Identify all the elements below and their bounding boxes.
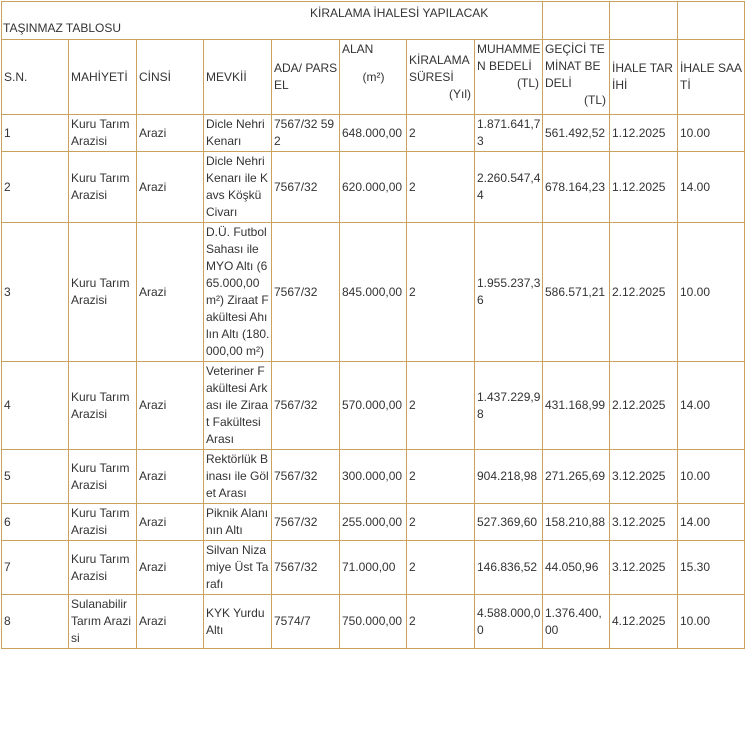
cell-ada: 7567/32: [272, 152, 340, 223]
cell-sure: 2: [407, 362, 475, 450]
cell-teminat: 586.571,21: [543, 223, 610, 362]
cell-alan: 71.000,00: [340, 541, 407, 595]
cell-teminat: 1.376.400,00: [543, 595, 610, 649]
cell-cinsi: Arazi: [137, 504, 204, 541]
cell-cinsi: Arazi: [137, 541, 204, 595]
title-cell: [2, 2, 543, 40]
title-blank-cell: [543, 2, 610, 40]
cell-teminat: 271.265,69: [543, 450, 610, 504]
cell-saat: 15.30: [678, 541, 745, 595]
table-row: [2, 115, 745, 152]
cell-cinsi: Arazi: [137, 450, 204, 504]
cell-bedel: 527.369,60: [475, 504, 543, 541]
cell-ada: 7567/32 592: [272, 115, 340, 152]
cell-tarih: 1.12.2025: [610, 115, 678, 152]
cell-mevkii: Veteriner Fakültesi Arkası ile Ziraat Fakültesi Arası: [204, 362, 272, 450]
header-teminat-label: GEÇİCİ TEMİNAT BEDELİ: [545, 42, 605, 90]
cell-sure: 2: [407, 115, 475, 152]
cell-mahiyeti: Kuru Tarım Arazisi: [69, 362, 137, 450]
cell-mevkii: Silvan Nizamiye Üst Tarafı: [204, 541, 272, 595]
header-bedel-unit: (TL): [517, 76, 539, 90]
cell-mevkii: Piknik Alanının Altı: [204, 504, 272, 541]
cell-ada: 7567/32: [272, 541, 340, 595]
cell-sn: 5: [2, 450, 69, 504]
cell-sure: 2: [407, 504, 475, 541]
table-row: [2, 504, 745, 541]
table-row: [2, 152, 745, 223]
cell-sn: 7: [2, 541, 69, 595]
cell-saat: 10.00: [678, 450, 745, 504]
cell-alan: 255.000,00: [340, 504, 407, 541]
table-row: [2, 223, 745, 362]
cell-alan: 570.000,00: [340, 362, 407, 450]
cell-teminat: 158.210,88: [543, 504, 610, 541]
cell-teminat: 678.164,23: [543, 152, 610, 223]
header-alan: [340, 40, 407, 115]
cell-bedel: 1.437.229,98: [475, 362, 543, 450]
header-teminat: [543, 40, 610, 115]
cell-sure: 2: [407, 152, 475, 223]
cell-teminat: 561.492,52: [543, 115, 610, 152]
table-row: [2, 595, 745, 649]
table-row: [2, 362, 745, 450]
cell-cinsi: Arazi: [137, 223, 204, 362]
cell-alan: 750.000,00: [340, 595, 407, 649]
cell-bedel: 904.218,98: [475, 450, 543, 504]
header-mahiyeti: MAHİYETİ: [69, 40, 137, 115]
cell-mevkii: KYK Yurdu Altı: [204, 595, 272, 649]
cell-sure: 2: [407, 450, 475, 504]
cell-tarih: 3.12.2025: [610, 504, 678, 541]
cell-mahiyeti: Kuru Tarım Arazisi: [69, 115, 137, 152]
cell-saat: 10.00: [678, 595, 745, 649]
header-mevkii: MEVKİİ: [204, 40, 272, 115]
cell-ada: 7567/32: [272, 223, 340, 362]
cell-teminat: 44.050,96: [543, 541, 610, 595]
cell-mahiyeti: Kuru Tarım Arazisi: [69, 450, 137, 504]
cell-ada: 7574/7: [272, 595, 340, 649]
cell-sn: 2: [2, 152, 69, 223]
property-table: [1, 1, 745, 649]
cell-tarih: 2.12.2025: [610, 223, 678, 362]
cell-cinsi: Arazi: [137, 152, 204, 223]
cell-cinsi: Arazi: [137, 595, 204, 649]
cell-alan: 648.000,00: [340, 115, 407, 152]
header-cinsi: CİNSİ: [137, 40, 204, 115]
header-saat: İHALE SAATİ: [678, 40, 745, 115]
cell-mahiyeti: Kuru Tarım Arazisi: [69, 152, 137, 223]
cell-bedel: 2.260.547,44: [475, 152, 543, 223]
cell-saat: 10.00: [678, 115, 745, 152]
cell-sn: 3: [2, 223, 69, 362]
cell-cinsi: Arazi: [137, 362, 204, 450]
cell-tarih: 3.12.2025: [610, 450, 678, 504]
cell-mevkii: Dicle Nehri Kenarı ile Kavs Köşkü Civarı: [204, 152, 272, 223]
header-ada-parsel: ADA/ PARSEL: [272, 40, 340, 115]
cell-mevkii: D.Ü. Futbol Sahası ile MYO Altı (665.000,00 m²) Ziraat Fakültesi Ahılın Altı (180.000,00 m²): [204, 223, 272, 362]
cell-mahiyeti: Kuru Tarım Arazisi: [69, 223, 137, 362]
cell-saat: 14.00: [678, 504, 745, 541]
header-bedel: [475, 40, 543, 115]
cell-mahiyeti: Sulanabilir Tarım Arazisi: [69, 595, 137, 649]
header-alan-unit: (m²): [362, 70, 385, 84]
cell-tarih: 3.12.2025: [610, 541, 678, 595]
cell-bedel: 1.955.237,36: [475, 223, 543, 362]
cell-teminat: 431.168,99: [543, 362, 610, 450]
cell-mevkii: Rektörlük Binası ile Gölet Arası: [204, 450, 272, 504]
cell-mevkii: Dicle Nehri Kenarı: [204, 115, 272, 152]
title-row: [2, 2, 745, 40]
cell-alan: 845.000,00: [340, 223, 407, 362]
header-teminat-unit: (TL): [584, 93, 606, 107]
cell-ada: 7567/32: [272, 450, 340, 504]
cell-mahiyeti: Kuru Tarım Arazisi: [69, 541, 137, 595]
title-blank-cell: [678, 2, 745, 40]
header-sn: S.N.: [2, 40, 69, 115]
cell-sure: 2: [407, 595, 475, 649]
cell-sn: 1: [2, 115, 69, 152]
cell-tarih: 1.12.2025: [610, 152, 678, 223]
header-tarih: İHALE TARİHİ: [610, 40, 678, 115]
cell-alan: 620.000,00: [340, 152, 407, 223]
header-sure-unit: (Yıl): [449, 86, 471, 101]
table-title: KİRALAMA İHALESİ YAPILACAK: [310, 6, 489, 20]
table-row: [2, 541, 745, 595]
header-sure: [407, 40, 475, 115]
table-row: [2, 450, 745, 504]
cell-alan: 300.000,00: [340, 450, 407, 504]
cell-sn: 8: [2, 595, 69, 649]
cell-sure: 2: [407, 541, 475, 595]
cell-bedel: 4.588.000,00: [475, 595, 543, 649]
header-sure-label: KİRALAMA SÜRESİ: [409, 52, 470, 84]
cell-bedel: 146.836,52: [475, 541, 543, 595]
cell-saat: 14.00: [678, 362, 745, 450]
table-subtitle: TAŞINMAZ TABLOSU: [3, 21, 122, 35]
table-body: [2, 115, 745, 649]
header-alan-label: ALAN: [342, 42, 374, 56]
cell-ada: 7567/32: [272, 362, 340, 450]
cell-ada: 7567/32: [272, 504, 340, 541]
title-blank-cell: [610, 2, 678, 40]
cell-tarih: 2.12.2025: [610, 362, 678, 450]
cell-bedel: 1.871.641,73: [475, 115, 543, 152]
cell-cinsi: Arazi: [137, 115, 204, 152]
cell-tarih: 4.12.2025: [610, 595, 678, 649]
cell-sn: 6: [2, 504, 69, 541]
header-bedel-label: MUHAMMEN BEDELİ: [477, 42, 541, 73]
cell-saat: 10.00: [678, 223, 745, 362]
header-row: [2, 40, 745, 115]
cell-saat: 14.00: [678, 152, 745, 223]
cell-sn: 4: [2, 362, 69, 450]
cell-mahiyeti: Kuru Tarım Arazisi: [69, 504, 137, 541]
cell-sure: 2: [407, 223, 475, 362]
